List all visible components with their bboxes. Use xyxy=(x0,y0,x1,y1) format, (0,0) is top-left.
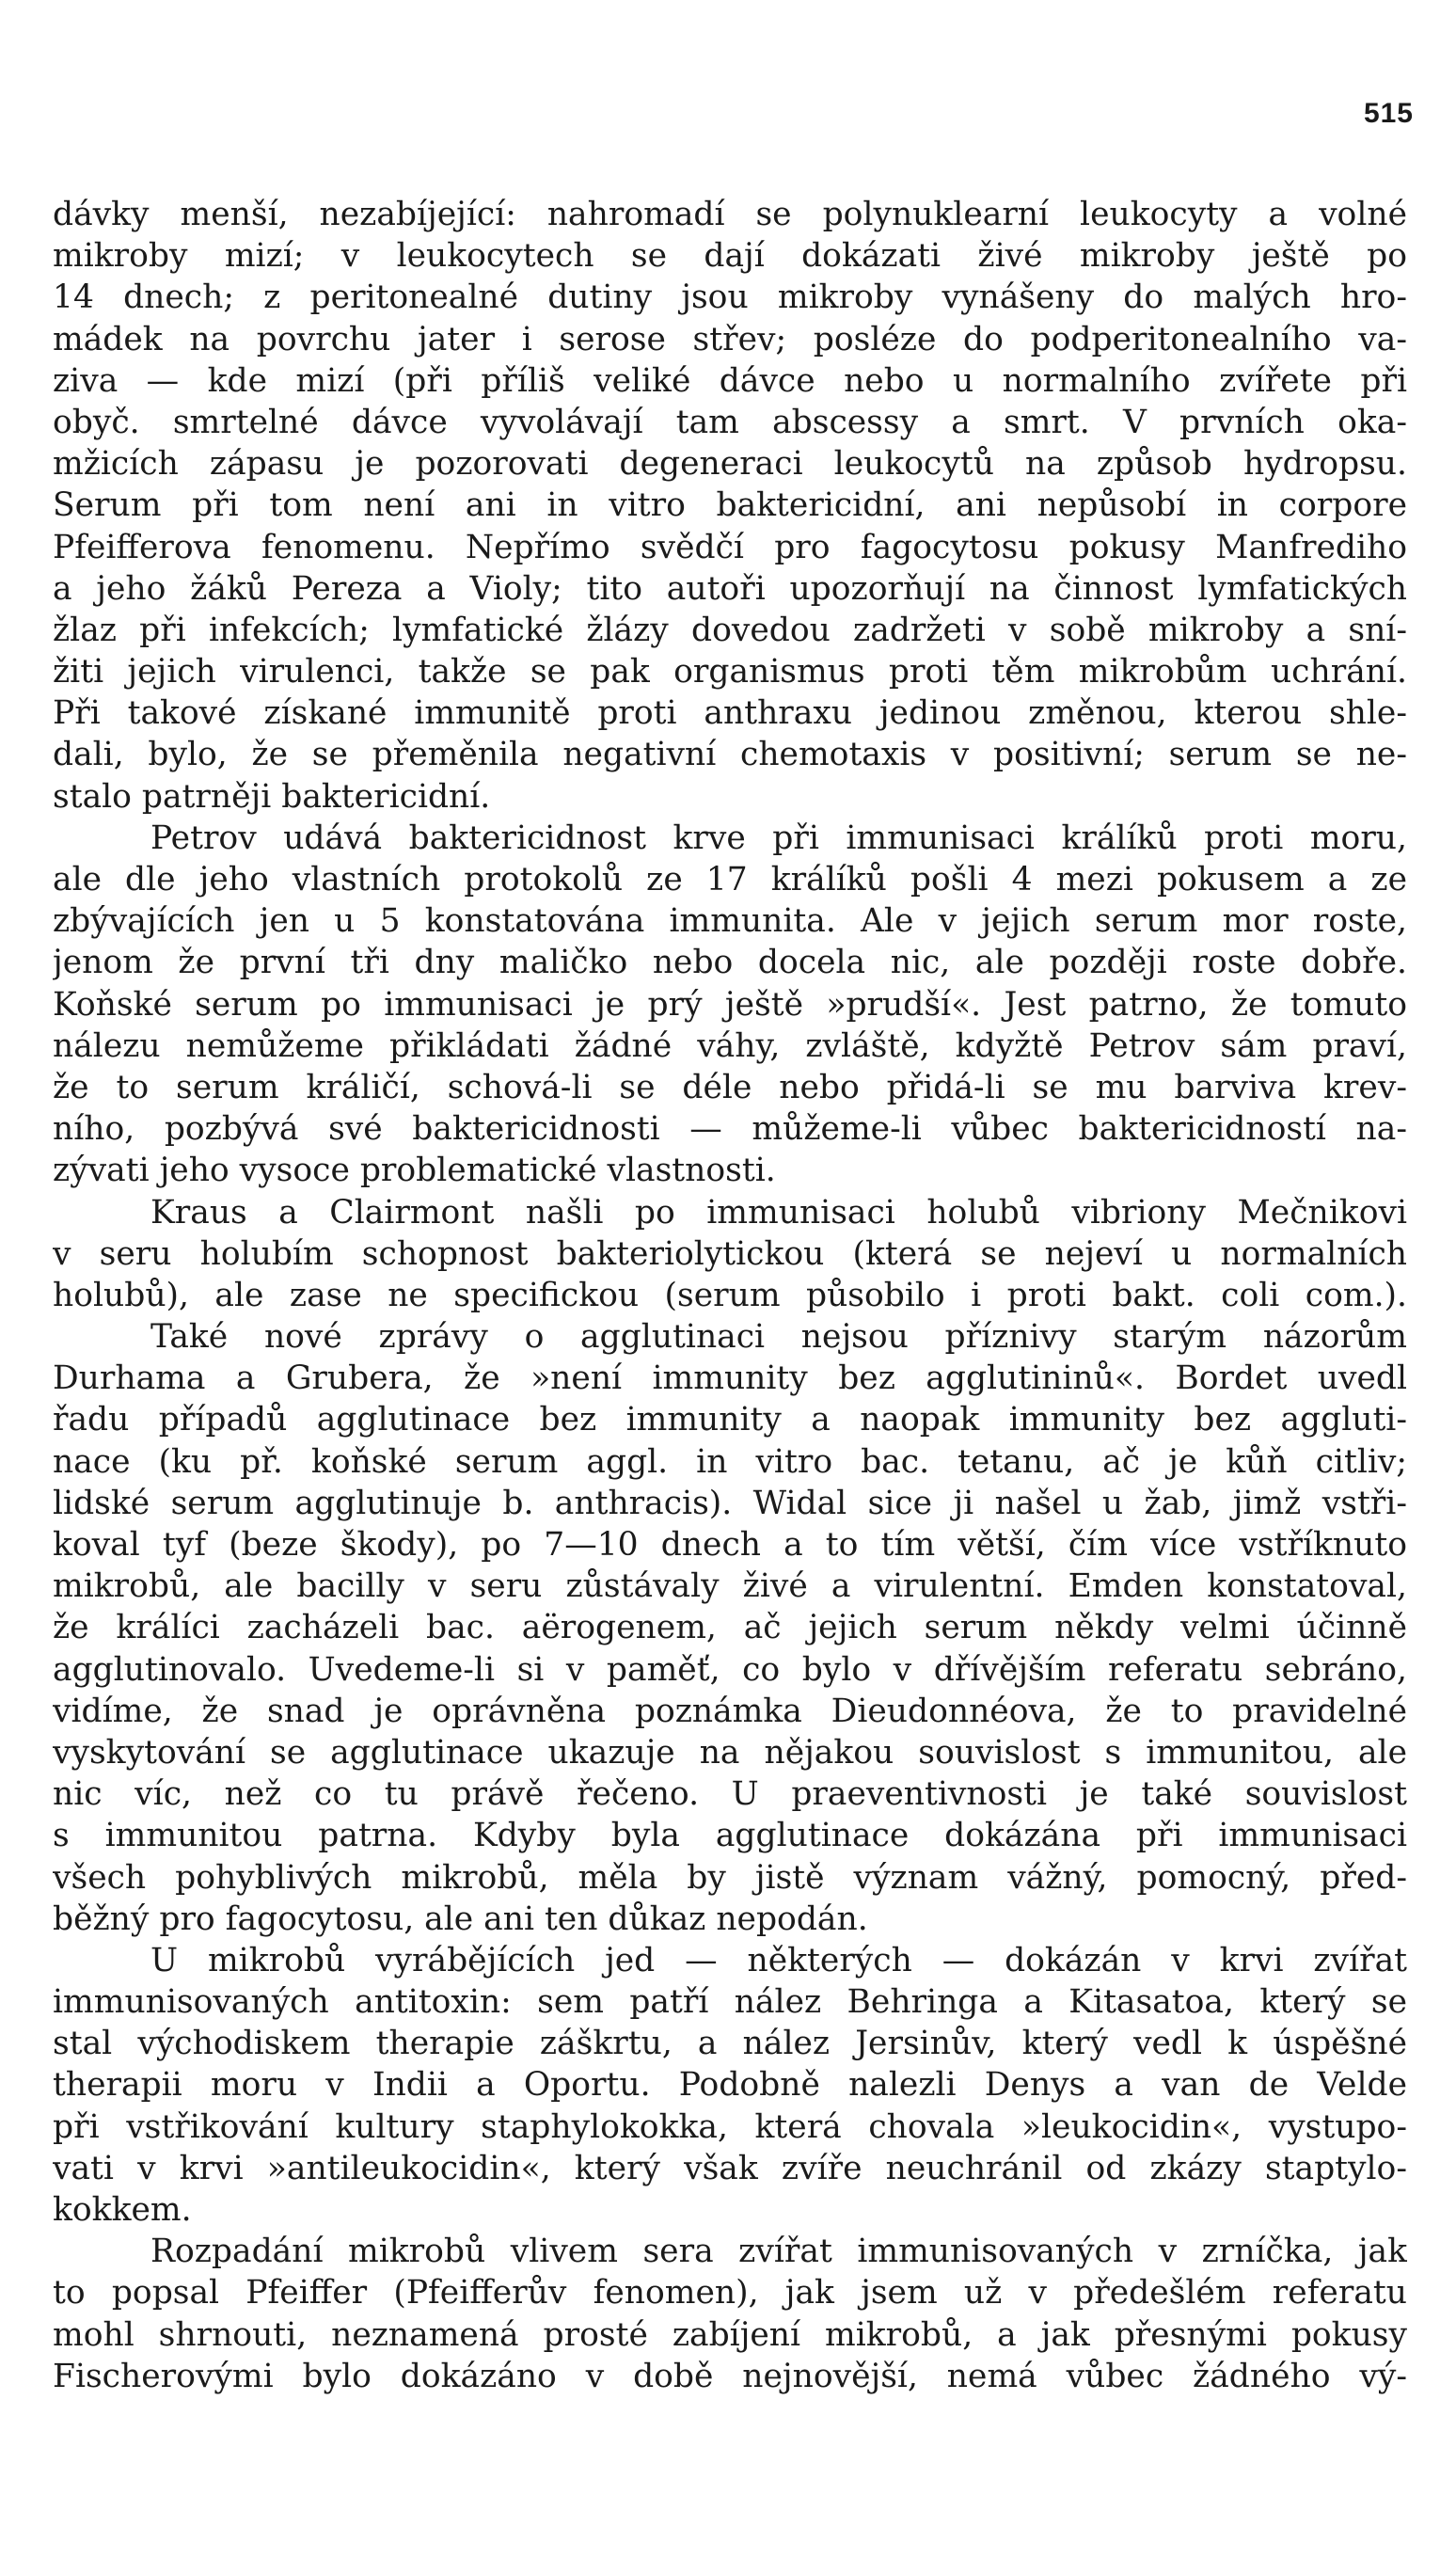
text-line: nálezu nemůžeme přikládati žádné váhy, zvláště, kdyžtě Petrov sám praví, xyxy=(53,1026,1407,1065)
text-line: zývati jeho vysoce problematické vlastnosti. xyxy=(53,1152,776,1190)
text-line: v seru holubím schopnost bakteriolytickou (která se nejeví u normalních xyxy=(53,1234,1407,1273)
page-number: 515 xyxy=(1363,98,1414,129)
text-line: Kraus a Clairmont našli po immunisaci holubů vibriony Mečnikovi xyxy=(150,1193,1407,1232)
text-line: nace (ku př. koňské serum aggl. in vitro bac. tetanu, ač je kůň citliv; xyxy=(53,1442,1407,1481)
text-line: vidíme, že snad je oprávněna poznámka Dieudonnéova, že to pravidelné xyxy=(53,1692,1407,1730)
text-line: holubů), ale zase ne specifickou (serum působilo i proti bakt. coli com.). xyxy=(53,1276,1407,1314)
text-line: immunisovaných antitoxin: sem patří nález Behringa a Kitasatoa, který se xyxy=(53,1983,1407,2022)
text-line: ního, pozbývá své baktericidnosti — můžeme-li vůbec baktericidností na- xyxy=(53,1110,1407,1149)
text-line: agglutinovalo. Uvedeme-li si v paměť, co bylo v dřívějším referatu sebráno, xyxy=(53,1650,1407,1689)
text-line: Rozpadání mikrobů vlivem sera zvířat immunisovaných v zrníčka, jak xyxy=(150,2233,1407,2271)
text-line: Také nové zprávy o agglutinaci nejsou příznivy starým názorům xyxy=(150,1318,1407,1357)
text-line: žiti jejich virulenci, takže se pak organismus proti těm mikrobům uchrání. xyxy=(53,653,1407,691)
text-line: dali, bylo, že se přeměnila negativní chemotaxis v positivní; serum se ne- xyxy=(53,736,1407,774)
text-line: všech pohyblivých mikrobů, měla by jistě význam vážný, pomocný, před- xyxy=(53,1858,1407,1897)
text-line: koval tyf (beze škody), po 7—10 dnech a to tím větší, čím více vstříknuto xyxy=(53,1526,1407,1564)
text-line: běžný pro fagocytosu, ale ani ten důkaz nepodán. xyxy=(53,1899,868,1938)
text-line: ale dle jeho vlastních protokolů ze 17 králíků pošli 4 mezi pokusem a ze xyxy=(53,861,1407,898)
text-line: mádek na povrchu jater i serose střev; posléze do podperitonealního va- xyxy=(53,320,1407,358)
text-line: obyč. smrtelné dávce vyvolávají tam abscessy a smrt. V prvních oka- xyxy=(53,403,1407,441)
text-line: žlaz při infekcích; lymfatické žlázy dovedou zadržeti v sobě mikroby a sní- xyxy=(53,611,1407,649)
text-line: dávky menší, nezabíjející: nahromadí se polynuklearní leukocyty a volné xyxy=(53,196,1407,233)
text-line: kokkem. xyxy=(53,2191,192,2229)
text-line: mžicích zápasu je pozorovati degeneraci leukocytů na způsob hydropsu. xyxy=(53,445,1407,484)
text-line: nic víc, než co tu právě řečeno. U praeventivnosti je také souvislost xyxy=(53,1775,1407,1814)
text-line: lidské serum agglutinuje b. anthracis). Widal sice ji našel u žab, jimž vstři- xyxy=(53,1484,1407,1522)
text-line: mohl shrnouti, neznamená prosté zabíjení mikrobů, a jak přesnými pokusy xyxy=(53,2315,1407,2354)
text-line: stalo patrněji baktericidní. xyxy=(53,777,491,816)
text-line: U mikrobů vyrábějících jed — některých — dokázán v krvi zvířat xyxy=(150,1941,1407,1979)
text-line: Koňské serum po immunisaci je prý ještě »prudší«. Jest patrno, že tomuto xyxy=(53,985,1407,1024)
text-line: Durhama a Grubera, že »není immunity bez agglutininů«. Bordet uvedl xyxy=(53,1359,1407,1398)
text-line: zbývajících jen u 5 konstatována immunita. Ale v jejich serum mor roste, xyxy=(53,902,1407,941)
text-line: Fischerovými bylo dokázáno v době nejnovější, nemá vůbec žádného vý- xyxy=(53,2357,1407,2395)
text-line: při vstřikování kultury staphylokokka, která chovala »leukocidin«, vystupo- xyxy=(53,2107,1407,2146)
text-line: vyskytování se agglutinace ukazuje na nějakou souvislost s immunitou, ale xyxy=(53,1733,1407,1772)
text-line: Pfeifferova fenomenu. Nepřímo svědčí pro fagocytosu pokusy Manfrediho xyxy=(53,528,1407,566)
body-text xyxy=(53,194,1407,2397)
text-line: Petrov udává baktericidnost krve při immunisaci králíků proti moru, xyxy=(150,819,1407,857)
text-line: to popsal Pfeiffer (Pfeifferův fenomen), jak jsem už v předešlém referatu xyxy=(53,2274,1407,2313)
text-line: ziva — kde mizí (při příliš veliké dávce nebo u normalního zvířete při xyxy=(53,361,1407,400)
text-line: a jeho žáků Pereza a Violy; tito autoři upozorňují na činnost lymfatických xyxy=(53,569,1407,608)
text-line: mikrobů, ale bacilly v seru zůstávaly živé a virulentní. Emden konstatoval, xyxy=(53,1567,1407,1606)
text-line: Serum při tom není ani in vitro baktericidní, ani nepůsobí in corpore xyxy=(53,486,1407,525)
text-line: 14 dnech; z peritonealné dutiny jsou mikroby vynášeny do malých hro- xyxy=(53,278,1407,317)
text-line: jenom že první tři dny maličko nebo docela nic, ale později roste dobře. xyxy=(53,944,1407,982)
text-line: stal východiskem therapie záškrtu, a nález Jersinův, který vedl k úspěšné xyxy=(53,2025,1407,2063)
text-line: therapii moru v Indii a Oportu. Podobně nalezli Denys a van de Velde xyxy=(53,2066,1407,2105)
text-line: s immunitou patrna. Kdyby byla agglutinace dokázána při immunisaci xyxy=(53,1817,1407,1855)
text-line: řadu případů agglutinace bez immunity a naopak immunity bez aggluti- xyxy=(53,1401,1407,1439)
text-line: že králíci zacházeli bac. aërogenem, ač jejich serum někdy velmi účinně xyxy=(53,1609,1407,1647)
text-line: mikroby mizí; v leukocytech se dají dokázati živé mikroby ještě po xyxy=(53,237,1407,276)
text-line: vati v krvi »antileukocidin«, který však zvíře neuchránil od zkázy staptylo- xyxy=(53,2149,1407,2187)
text-line: že to serum králičí, schová-li se déle nebo přidá-li se mu barviva krev- xyxy=(53,1068,1407,1106)
text-line: Při takové získané immunitě proti anthraxu jedinou změnou, kterou shle- xyxy=(53,694,1407,733)
